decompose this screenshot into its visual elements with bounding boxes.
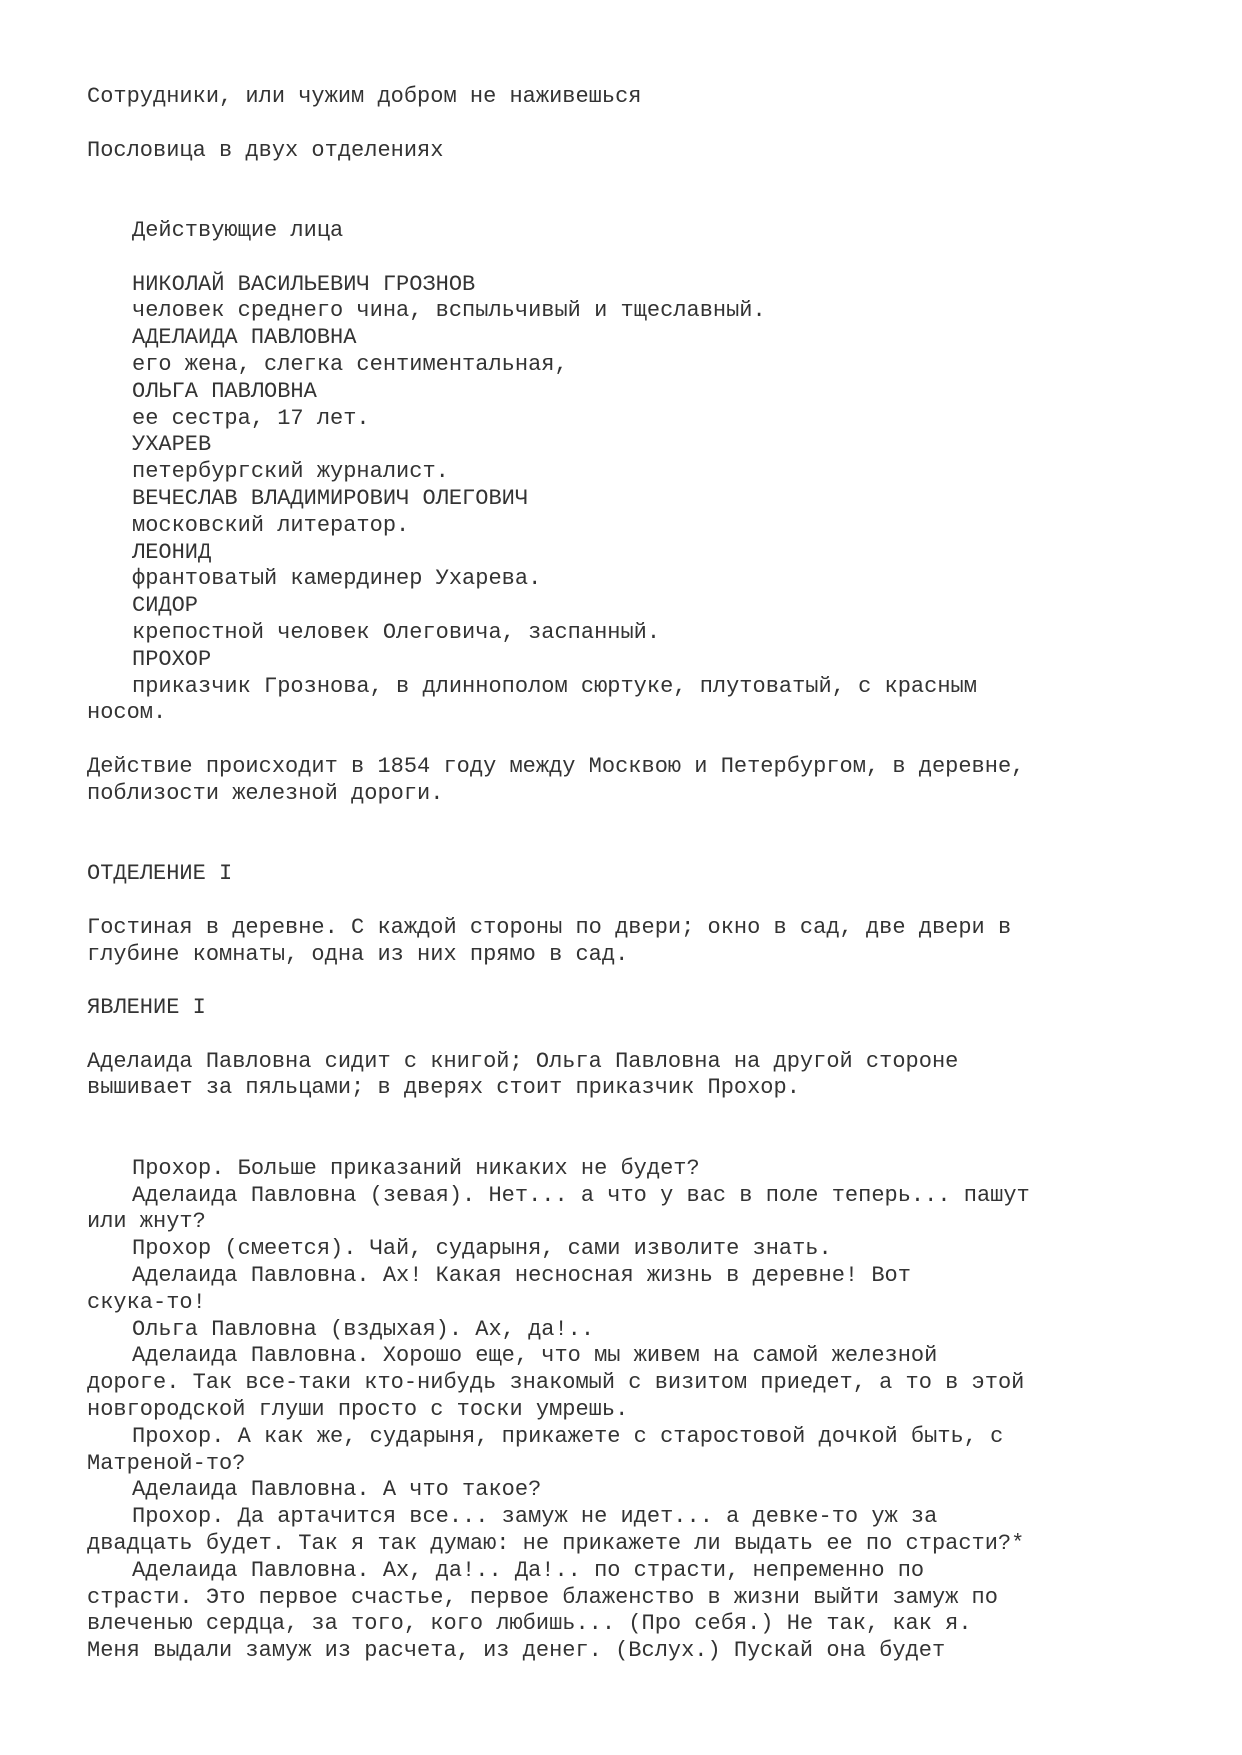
dialogue-line: дороге. Так все-таки кто-нибудь знакомый с визитом приедет, а то в этой xyxy=(87,1370,1025,1396)
dialogue-line: влеченью сердца, за того, кого любишь... (Про себя.) Не так, как я. xyxy=(87,1611,972,1637)
scene-heading: ЯВЛЕНИЕ I xyxy=(87,995,206,1021)
cast-description: носом. xyxy=(87,700,167,726)
cast-name: ОЛЬГА ПАВЛОВНА xyxy=(132,378,317,404)
cast-description: приказчик Грознова, в длиннополом сюртуке, плутоватый, с красным xyxy=(132,673,977,699)
dialogue-line: Ольга Павловна (вздыхая). Ах, да!.. xyxy=(132,1316,595,1342)
dialogue-line: Аделаида Павловна (зевая). Нет... а что у вас в поле теперь... пашут xyxy=(132,1182,1030,1208)
play-subtitle: Пословица в двух отделениях xyxy=(87,137,444,163)
dialogue-line: Прохор (смеется). Чай, сударыня, сами изволите знать. xyxy=(132,1236,832,1262)
scene-setting-line: вышивает за пяльцами; в дверях стоит приказчик Прохор. xyxy=(87,1075,800,1101)
dialogue-line: скука-то! xyxy=(87,1289,206,1315)
dialogue-line: Аделаида Павловна. Хорошо еще, что мы живем на самой железной xyxy=(132,1343,938,1369)
play-title: Сотрудники, или чужим добром не наживешься xyxy=(87,84,642,109)
cast-description: петербургский журналист. xyxy=(132,459,449,485)
scene-setting-paragraph xyxy=(87,1049,1187,1103)
dialogue-line: двадцать будет. Так я так думаю: не прикажете ли выдать ее по страсти?* xyxy=(87,1531,1025,1557)
dialogue-line: Меня выдали замуж из расчета, из денег. (Вслух.) Пускай она будет xyxy=(87,1638,946,1664)
dialogue-line: Аделаида Павловна. Ах! Какая несносная жизнь в деревне! Вот xyxy=(132,1263,911,1289)
dialogue-line: Аделаида Павловна. А что такое? xyxy=(132,1477,542,1503)
cast-name: СИДОР xyxy=(132,593,199,619)
cast-list xyxy=(87,272,1187,728)
setting-paragraph xyxy=(87,754,1187,808)
cast-description: московский литератор. xyxy=(132,512,410,538)
setting-line: поблизости железной дороги. xyxy=(87,780,444,806)
dialogue-line: новгородской глуши просто с тоски умрешь. xyxy=(87,1397,629,1423)
act-setting-line: глубине комнаты, одна из них прямо в сад. xyxy=(87,941,629,967)
dialogue-line: Матреной-то? xyxy=(87,1450,246,1476)
cast-heading: Действующие лица xyxy=(132,217,344,243)
act-setting-paragraph xyxy=(87,915,1187,969)
dialogue-line: Аделаида Павловна. Ах, да!.. Да!.. по страсти, непременно по xyxy=(132,1557,925,1583)
cast-description: его жена, слегка сентиментальная, xyxy=(132,351,568,377)
cast-description: человек среднего чина, вспыльчивый и тщеславный. xyxy=(132,298,766,324)
cast-name: ВЕЧЕСЛАВ ВЛАДИМИРОВИЧ ОЛЕГОВИЧ xyxy=(132,485,529,511)
act-heading: ОТДЕЛЕНИЕ I xyxy=(87,861,233,887)
dialogue xyxy=(87,1156,1187,1665)
cast-name: АДЕЛАИДА ПАВЛОВНА xyxy=(132,325,357,351)
dialogue-line: Прохор. Да артачится все... замуж не идет... а девке-то уж за xyxy=(132,1504,938,1530)
cast-name: ЛЕОНИД xyxy=(132,539,212,565)
act-setting-line: Гостиная в деревне. С каждой стороны по двери; окно в сад, две двери в xyxy=(87,914,1012,940)
cast-name: ПРОХОР xyxy=(132,646,212,672)
cast-name: НИКОЛАЙ ВАСИЛЬЕВИЧ ГРОЗНОВ xyxy=(132,271,476,297)
scene-setting-line: Аделаида Павловна сидит с книгой; Ольга Павловна на другой стороне xyxy=(87,1048,959,1074)
dialogue-line: страсти. Это первое счастье, первое блаженство в жизни выйти замуж по xyxy=(87,1584,998,1610)
cast-name: УХАРЕВ xyxy=(132,432,212,458)
cast-description: ее сестра, 17 лет. xyxy=(132,405,370,431)
dialogue-line: Прохор. А как же, сударыня, прикажете с старостовой дочкой быть, с xyxy=(132,1423,1004,1449)
dialogue-line: или жнут? xyxy=(87,1209,206,1235)
cast-description: франтоватый камердинер Ухарева. xyxy=(132,566,542,592)
dialogue-line: Прохор. Больше приказаний никаких не будет? xyxy=(132,1155,700,1181)
setting-line: Действие происходит в 1854 году между Москвою и Петербургом, в деревне, xyxy=(87,753,1025,779)
cast-description: крепостной человек Олеговича, заспанный. xyxy=(132,619,661,645)
document-page xyxy=(87,84,1187,1665)
